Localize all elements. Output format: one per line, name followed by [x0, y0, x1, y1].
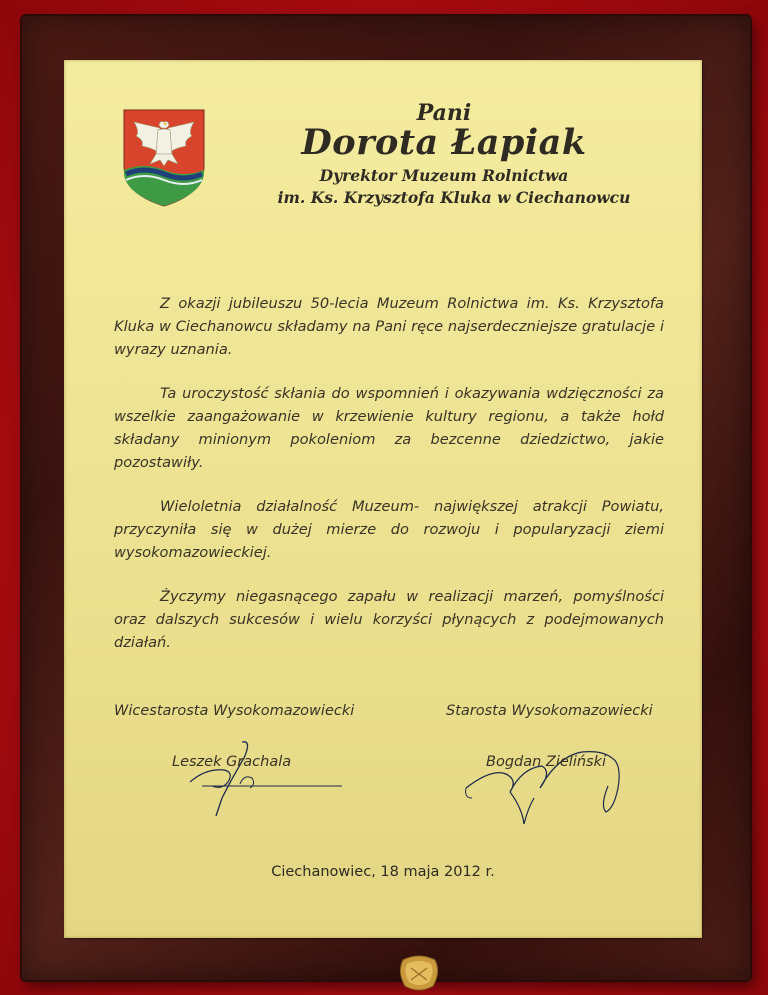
paragraph: Z okazji jubileuszu 50-lecia Muzeum Rolnictwa im. Ks. Krzysztofa Kluka w Ciechanowcu składamy na Pani ręce najserdeczniejsze gratulacje i wyrazy uznania.	[114, 295, 664, 358]
recipient-name: Dorota Łapiak	[301, 122, 587, 163]
gold-ribbon-icon	[393, 950, 445, 995]
gold-plate	[64, 60, 702, 938]
recipient-position: Dyrektor Muzeum Rolnictwa	[319, 166, 569, 185]
place-and-date: Ciechanowiec, 18 maja 2012 r.	[271, 864, 495, 880]
letter-body	[114, 292, 664, 675]
signatory-right-name: Bogdan Zieliński	[486, 754, 607, 770]
paragraph: Ta uroczystość skłania do wspomnień i okazywania wdzięczności za wszelkie zaangażowanie w krzewienie kultury regionu, a także hołd składany minionym pokoleniom za bezcenne dziedzictwo, jakie pozostawiły.	[114, 385, 664, 471]
left-handwritten-signature	[182, 738, 342, 818]
wooden-plaque	[22, 16, 750, 980]
signatory-right-title: Starosta Wysokomazowiecki	[446, 703, 653, 719]
paragraph: Wieloletnia działalność Muzeum- największej atrakcji Powiatu, przyczyniła się w dużej mierze do rozwoju i popularyzacji ziemi wysokomazowieckiej.	[114, 498, 664, 561]
right-handwritten-signature	[462, 728, 632, 828]
recipient-institution: im. Ks. Krzysztofa Kluka w Ciechanowcu	[277, 188, 631, 207]
paragraph: Życzymy niegasnącego zapału w realizacji marzeń, pomyślności oraz dalszych sukcesów i wielu korzyści płynących z podejmowanych działań.	[114, 588, 664, 651]
salutation: Pani	[416, 100, 472, 126]
signatory-left-name: Leszek Grachala	[172, 754, 292, 770]
signatory-left-title: Wicestarosta Wysokomazowiecki	[114, 703, 355, 719]
